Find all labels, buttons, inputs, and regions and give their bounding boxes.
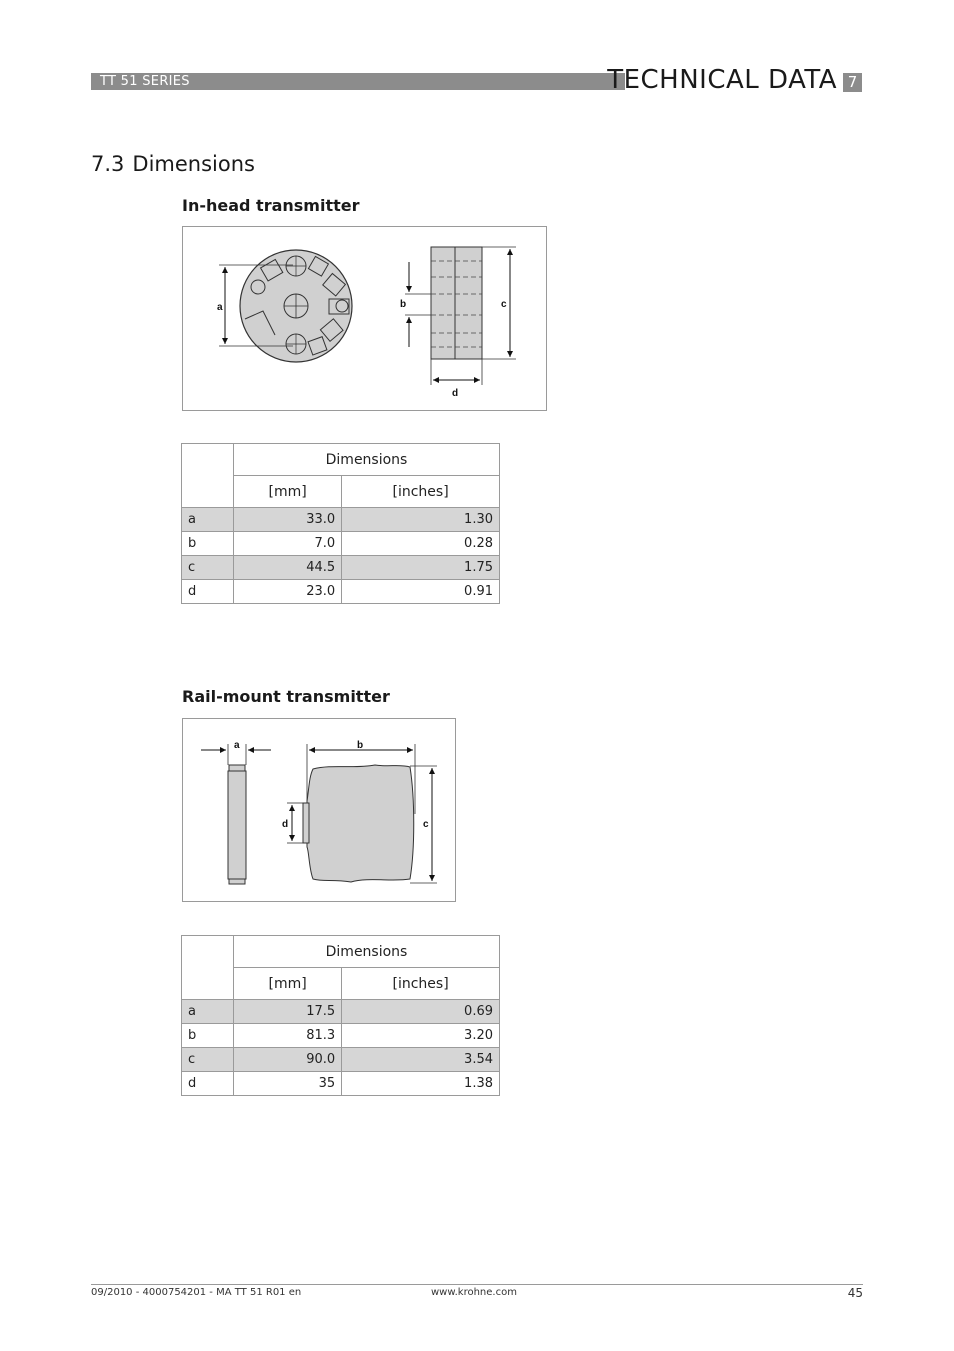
row-label: d (182, 580, 234, 604)
row-mm: 81.3 (234, 1024, 342, 1048)
row-mm: 33.0 (234, 508, 342, 532)
inhead-title: In-head transmitter (182, 196, 360, 215)
row-label: c (182, 556, 234, 580)
rail-drawing (182, 718, 456, 902)
row-mm: 90.0 (234, 1048, 342, 1072)
row-label: b (182, 532, 234, 556)
inhead-label-c: c (501, 299, 507, 310)
row-mm: 44.5 (234, 556, 342, 580)
rail-side-view (228, 765, 246, 884)
table-group-header: Dimensions (234, 936, 500, 968)
table-col-inches: [inches] (342, 476, 500, 508)
row-inches: 1.75 (342, 556, 500, 580)
table-row (182, 556, 500, 580)
chapter-number: 7 (843, 73, 862, 92)
row-inches: 0.69 (342, 1000, 500, 1024)
table-row (182, 1024, 500, 1048)
header-title: TECHNICAL DATA (607, 65, 837, 95)
table-row (182, 580, 500, 604)
row-label: a (182, 1000, 234, 1024)
inhead-label-d: d (452, 388, 459, 399)
table-row (182, 1048, 500, 1072)
inhead-label-a: a (217, 302, 223, 313)
row-inches: 0.28 (342, 532, 500, 556)
inhead-drawing-svg (183, 227, 546, 410)
rail-label-c: c (423, 819, 429, 830)
inhead-label-b: b (400, 299, 407, 310)
footer-url[interactable]: www.krohne.com (431, 1287, 517, 1298)
row-label: d (182, 1072, 234, 1096)
table-col-mm: [mm] (234, 968, 342, 1000)
table-col-inches: [inches] (342, 968, 500, 1000)
row-inches: 1.38 (342, 1072, 500, 1096)
rail-title: Rail-mount transmitter (182, 687, 390, 706)
table-corner (182, 444, 234, 508)
rail-front-view (303, 765, 414, 882)
row-inches: 3.54 (342, 1048, 500, 1072)
table-col-mm: [mm] (234, 476, 342, 508)
rail-label-b: b (357, 740, 364, 751)
header-series: TT 51 SERIES (100, 74, 190, 89)
rail-label-a: a (234, 740, 240, 751)
rail-drawing-svg (183, 719, 455, 901)
section-title (91, 152, 255, 176)
footer-rule (91, 1284, 863, 1285)
row-label: b (182, 1024, 234, 1048)
row-mm: 17.5 (234, 1000, 342, 1024)
inhead-side-view (431, 247, 482, 359)
row-mm: 35 (234, 1072, 342, 1096)
rail-dimensions-table (181, 935, 500, 1096)
row-label: c (182, 1048, 234, 1072)
table-row (182, 508, 500, 532)
row-mm: 23.0 (234, 580, 342, 604)
table-row (182, 1000, 500, 1024)
rail-label-d: d (282, 819, 289, 830)
section-number: 7.3 (91, 152, 125, 176)
row-inches: 3.20 (342, 1024, 500, 1048)
table-row (182, 1072, 500, 1096)
footer-doc-id: 09/2010 - 4000754201 - MA TT 51 R01 en (91, 1287, 302, 1298)
inhead-drawing (182, 226, 547, 411)
row-label: a (182, 508, 234, 532)
row-mm: 7.0 (234, 532, 342, 556)
row-inches: 1.30 (342, 508, 500, 532)
inhead-dimensions-table (181, 443, 500, 604)
table-group-header: Dimensions (234, 444, 500, 476)
section-name: Dimensions (132, 152, 255, 176)
table-row (182, 532, 500, 556)
table-corner (182, 936, 234, 1000)
inhead-top-view (240, 250, 352, 362)
footer-page-number: 45 (847, 1286, 863, 1300)
row-inches: 0.91 (342, 580, 500, 604)
